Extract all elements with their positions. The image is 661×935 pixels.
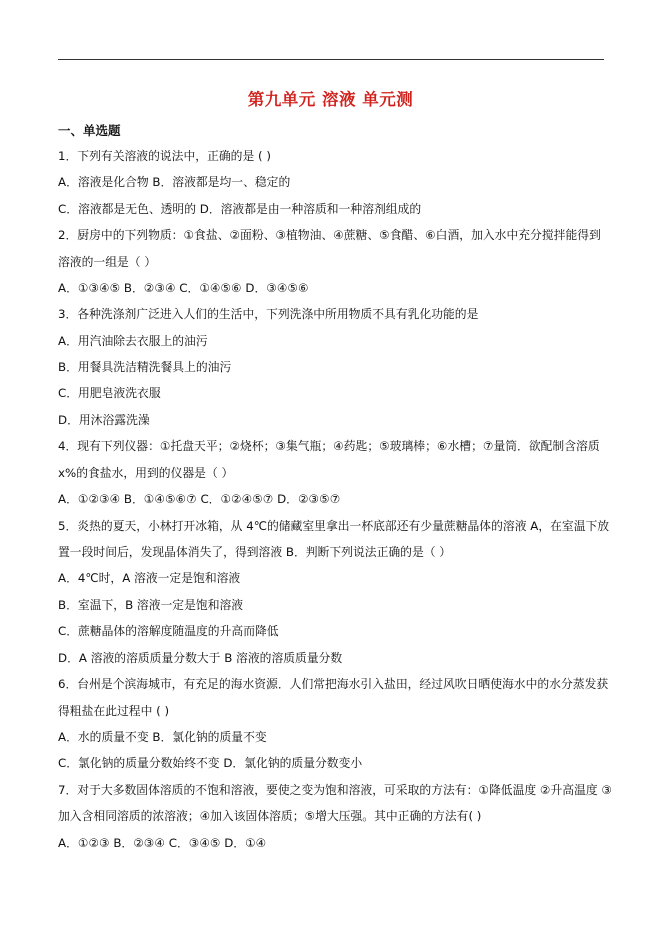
question-1-stem: 1．下列有关溶液的说法中，正确的是 ( ) bbox=[58, 149, 271, 163]
question-3-option-a: A．用汽油除去衣服上的油污 bbox=[58, 334, 208, 348]
question-1-options-ab: A．溶液是化合物 B．溶液都是均一、稳定的 bbox=[58, 175, 291, 189]
question-5-option-a: A．4℃时，A 溶液一定是饱和溶液 bbox=[58, 571, 241, 585]
question-3-stem: 3．各种洗涤剂广泛进入人们的生活中，下列洗涤中所用物质不具有乳化功能的是 bbox=[58, 307, 479, 321]
question-4-options: A．①②③④ B．①④⑤⑥⑦ C．①②④⑤⑦ D．②③⑤⑦ bbox=[58, 492, 341, 506]
question-6-options-cd: C．氯化钠的质量分数始终不变 D．氯化钠的质量分数变小 bbox=[58, 756, 363, 770]
question-6-stem: 6．台州是个滨海城市，有充足的海水资源．人们常把海水引入盐田，经过风吹日晒使海水中的水分蒸发获 bbox=[58, 677, 609, 691]
question-7-stem-cont: 加入含相同溶质的浓溶液；④加入该固体溶质；⑤增大压强。其中正确的方法有( ) bbox=[58, 809, 482, 823]
question-3-option-b: B．用餐具洗洁精洗餐具上的油污 bbox=[58, 360, 232, 374]
question-3-option-d: D．用沐浴露洗澡 bbox=[58, 413, 150, 427]
question-6-options-ab: A．水的质量不变 B．氯化钠的质量不变 bbox=[58, 730, 267, 744]
question-3-option-c: C．用肥皂液洗衣服 bbox=[58, 386, 161, 400]
header-rule bbox=[58, 59, 604, 60]
question-4-stem: 4．现有下列仪器：①托盘天平；②烧杯；③集气瓶；④药匙；⑤玻璃棒；⑥水槽；⑦量筒．欲配制含溶质 bbox=[58, 439, 600, 453]
question-7-stem: 7．对于大多数固体溶质的不饱和溶液，要使之变为饱和溶液，可采取的方法有：①降低温度 ②升高温度 ③ bbox=[58, 783, 613, 797]
question-5-option-c: C．蔗糖晶体的溶解度随温度的升高而降低 bbox=[58, 624, 279, 638]
question-6-stem-cont: 得粗盐在此过程中 ( ) bbox=[58, 704, 170, 718]
question-5-stem: 5．炎热的夏天，小林打开冰箱，从 4℃的储藏室里拿出一杯底部还有少量蔗糖晶体的溶液 A，在室温下放 bbox=[58, 519, 610, 533]
question-2-options: A．①③④⑤ B．②③④ C．①④⑤⑥ D．③④⑤⑥ bbox=[58, 281, 309, 295]
question-5-stem-cont: 置一段时间后，发现晶体消失了，得到溶液 B．判断下列说法正确的是（ ） bbox=[58, 545, 452, 559]
question-2-stem: 2．厨房中的下列物质：①食盐、②面粉、③植物油、④蔗糖、⑤食醋、⑥白酒，加入水中充分搅拌能得到 bbox=[58, 228, 601, 242]
question-7-options: A．①②③ B．②③④ C．③④⑤ D．①④ bbox=[58, 836, 267, 850]
page-title: 第九单元 溶液 单元测 bbox=[247, 90, 414, 109]
question-4-stem-cont: x%的食盐水，用到的仪器是（ ） bbox=[58, 466, 234, 480]
question-1-options-cd: C．溶液都是无色、透明的 D．溶液都是由一种溶质和一种溶剂组成的 bbox=[58, 202, 422, 216]
question-5-option-b: B．室温下，B 溶液一定是饱和溶液 bbox=[58, 598, 244, 612]
section-heading: 一、单选题 bbox=[58, 123, 121, 138]
question-2-stem-cont: 溶液的一组是（ ） bbox=[58, 255, 157, 269]
question-5-option-d: D．A 溶液的溶质质量分数大于 B 溶液的溶质质量分数 bbox=[58, 651, 343, 665]
